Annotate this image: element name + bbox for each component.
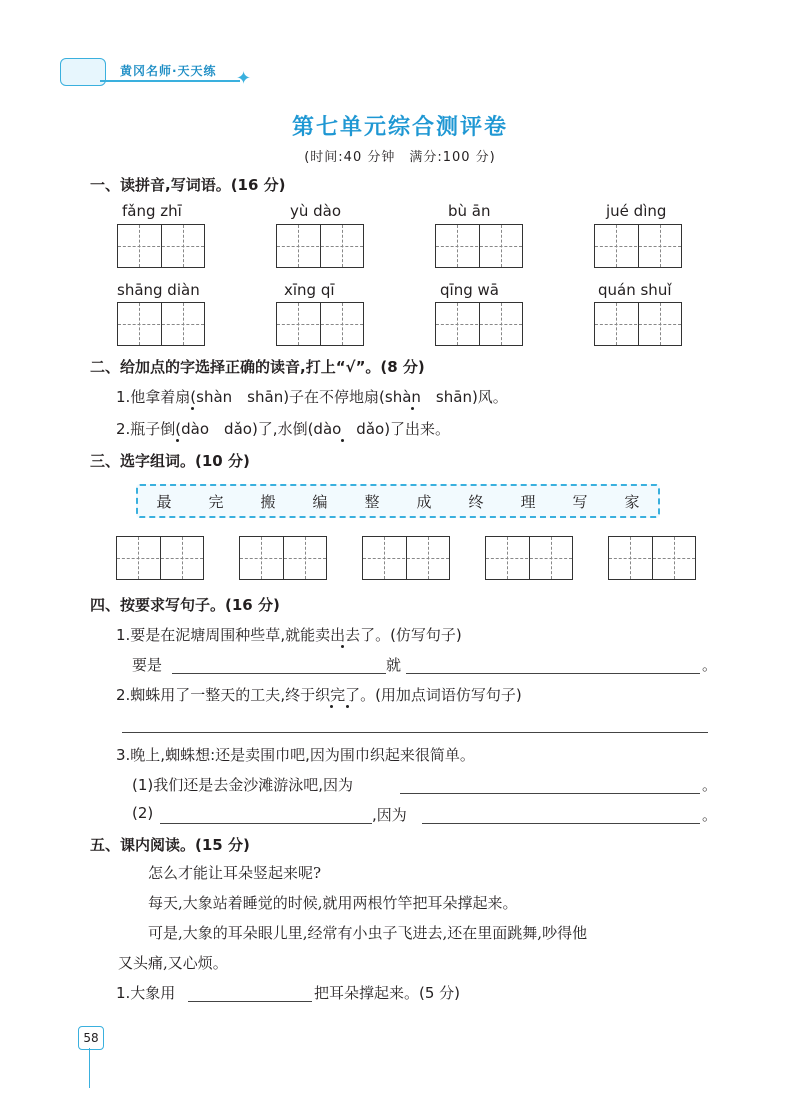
- pinyin-8: quán shuǐ: [598, 281, 672, 299]
- answer-line[interactable]: [400, 793, 700, 794]
- question-4-3-1: (1)我们还是去金沙滩游泳吧,因为: [132, 776, 354, 794]
- pinyin-4: jué dìng: [606, 202, 667, 220]
- reading-paragraph-1: 怎么才能让耳朵竖起来呢?: [148, 864, 322, 882]
- question-5-1-suffix: 把耳朵撑起来。(5 分): [314, 984, 461, 1002]
- answer-grid[interactable]: [485, 536, 573, 580]
- answer-grid[interactable]: [116, 536, 204, 580]
- answer-line[interactable]: [122, 732, 708, 733]
- period: 。: [702, 656, 718, 674]
- section-2-heading: 二、给加点的字选择正确的读音,打上“√”。(8 分): [90, 358, 425, 376]
- page-subtitle: (时间:40 分钟 满分:100 分): [304, 150, 496, 165]
- section-4-heading: 四、按要求写句子。(16 分): [90, 596, 280, 614]
- emphasis-dot: [176, 439, 179, 442]
- brand-underline: [100, 80, 240, 82]
- period: 。: [702, 806, 718, 824]
- section-3-heading: 三、选字组词。(10 分): [90, 452, 250, 470]
- pinyin-5: shāng diàn: [117, 281, 200, 299]
- char-option: 搬: [260, 492, 276, 511]
- reading-paragraph-3-cont: 又头痛,又心烦。: [118, 954, 228, 972]
- char-option: 最: [156, 492, 172, 511]
- emphasis-dot: [191, 407, 194, 410]
- answer-line[interactable]: [188, 1001, 312, 1002]
- pinyin-3: bù ān: [448, 202, 491, 220]
- emphasis-dot: [341, 645, 344, 648]
- answer-grid[interactable]: [594, 302, 682, 346]
- star-icon: ✦: [236, 68, 252, 89]
- character-bank: [136, 484, 660, 518]
- char-option: 理: [520, 492, 536, 511]
- question-5-1-prefix: 1.大象用: [116, 984, 176, 1002]
- answer-grid[interactable]: [239, 536, 327, 580]
- answer-prefix: 要是: [132, 656, 163, 674]
- char-option: 成: [416, 492, 432, 511]
- char-option: 终: [468, 492, 484, 511]
- question-2-1: 1.他拿着扇(shàn shān)子在不停地扇(shàn shān)风。: [116, 388, 508, 406]
- answer-grid[interactable]: [276, 302, 364, 346]
- answer-grid[interactable]: [594, 224, 682, 268]
- emphasis-dot: [346, 705, 349, 708]
- pinyin-2: yù dào: [290, 202, 342, 220]
- question-4-3-2-label: (2): [132, 804, 154, 822]
- emphasis-dot: [411, 407, 414, 410]
- page-number-rule: [89, 1048, 90, 1088]
- emphasis-dot: [330, 705, 333, 708]
- question-4-1: 1.要是在泥塘周围种些草,就能卖出去了。(仿写句子): [116, 626, 462, 644]
- answer-grid[interactable]: [608, 536, 696, 580]
- reading-paragraph-3: 可是,大象的耳朵眼儿里,经常有小虫子飞进去,还在里面跳舞,吵得他: [148, 924, 588, 942]
- pinyin-6: xīng qī: [284, 281, 335, 299]
- question-2-2: 2.瓶子倒(dào dǎo)了,水倒(dào dǎo)了出来。: [116, 420, 451, 438]
- answer-line[interactable]: [422, 823, 700, 824]
- page-number: 58: [78, 1026, 104, 1050]
- section-1-heading: 一、读拼音,写词语。(16 分): [90, 176, 286, 194]
- emphasis-dot: [341, 439, 344, 442]
- answer-grid[interactable]: [117, 302, 205, 346]
- pinyin-1: fǎng zhī: [122, 202, 182, 220]
- answer-grid[interactable]: [117, 224, 205, 268]
- char-option: 家: [624, 492, 640, 511]
- answer-grid[interactable]: [362, 536, 450, 580]
- answer-line[interactable]: [172, 673, 386, 674]
- char-option: 写: [572, 492, 588, 511]
- char-option: 编: [312, 492, 328, 511]
- answer-line[interactable]: [160, 823, 372, 824]
- answer-grid[interactable]: [435, 302, 523, 346]
- section-5-heading: 五、课内阅读。(15 分): [90, 836, 250, 854]
- reading-paragraph-2: 每天,大象站着睡觉的时候,就用两根竹竿把耳朵撑起来。: [148, 894, 518, 912]
- answer-grid[interactable]: [435, 224, 523, 268]
- question-4-2: 2.蜘蛛用了一整天的工夫,终于织完了。(用加点词语仿写句子): [116, 686, 522, 704]
- pinyin-7: qīng wā: [440, 281, 499, 299]
- period: 。: [702, 776, 718, 794]
- answer-connector: ,因为: [372, 806, 407, 824]
- answer-connector: 就: [386, 656, 402, 674]
- char-option: 完: [208, 492, 224, 511]
- answer-line[interactable]: [406, 673, 700, 674]
- page-title: 第七单元综合测评卷: [291, 115, 508, 140]
- answer-grid[interactable]: [276, 224, 364, 268]
- question-4-3: 3.晚上,蜘蛛想:还是卖围巾吧,因为围巾织起来很简单。: [116, 746, 475, 764]
- char-option: 整: [364, 492, 380, 511]
- brand-name: 黄冈名师·天天练: [120, 64, 217, 78]
